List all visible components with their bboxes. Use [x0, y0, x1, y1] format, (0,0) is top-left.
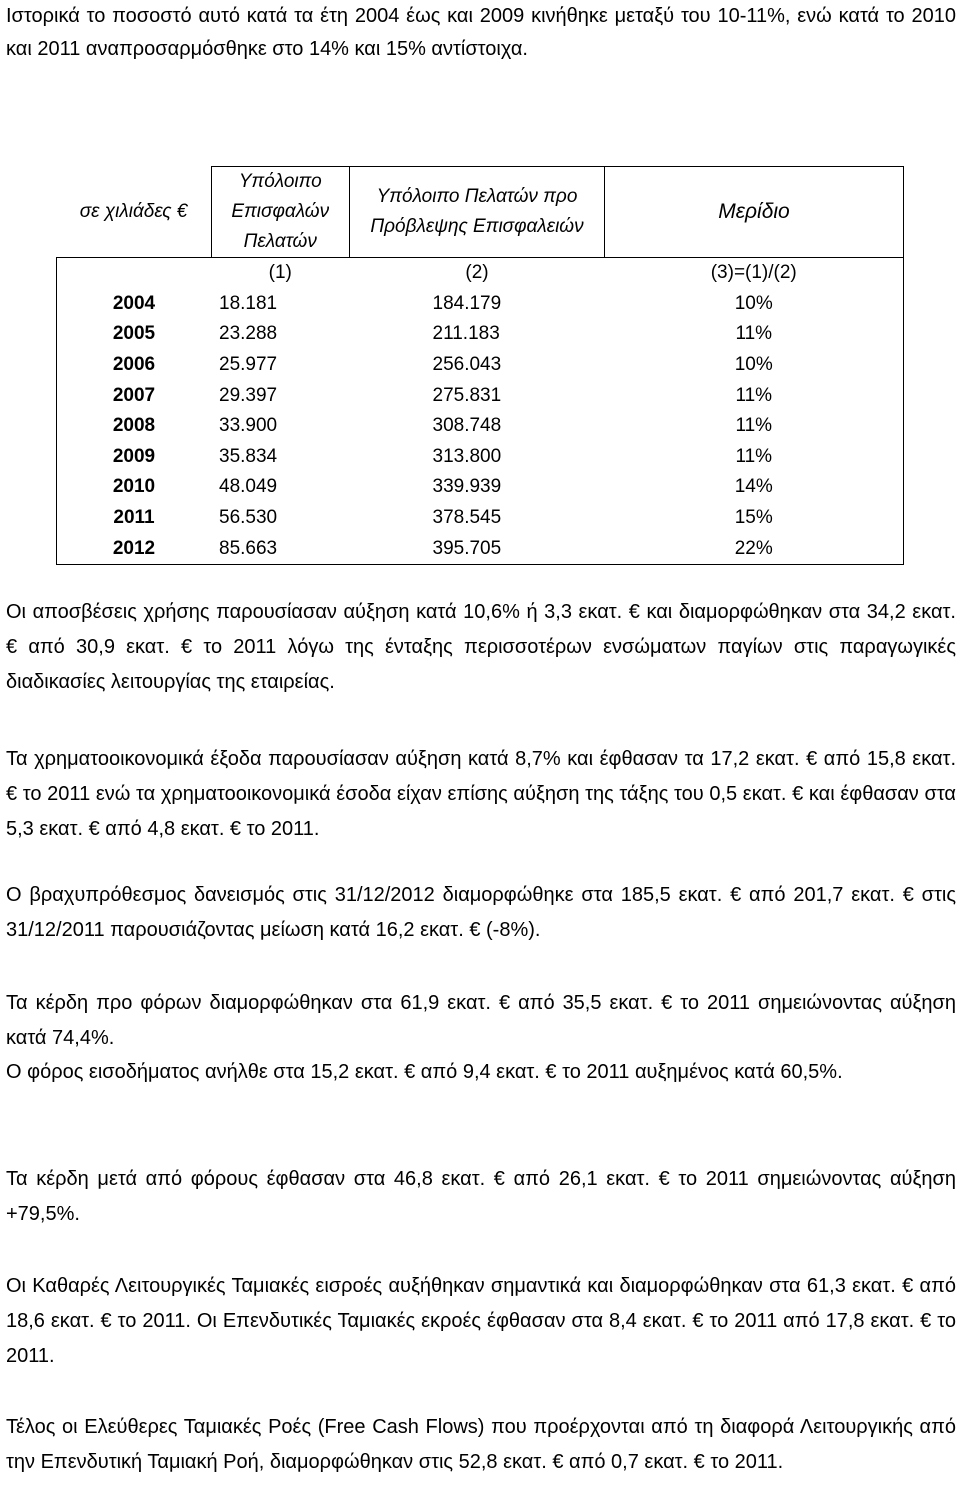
col3-header: Μερίδιο	[605, 167, 904, 258]
year-cell: 2011	[57, 503, 212, 534]
share-cell: 14%	[605, 472, 904, 503]
table-row	[57, 503, 904, 534]
col2-header: Υπόλοιπο Πελατών προ Πρόβλεψης Επισφαλειών	[350, 167, 605, 258]
year-cell: 2010	[57, 472, 212, 503]
bad-cell: 33.900	[219, 415, 278, 437]
bad-cell: 85.663	[211, 533, 350, 564]
pretax-profit-paragraph: Τα κέρδη προ φόρων διαμορφώθηκαν στα 61,9 εκατ. € από 35,5 εκατ. € το 2011 σημειώνοντας αύξηση κατά 74,4%.	[6, 992, 956, 1049]
table-row	[57, 289, 904, 320]
table-row	[57, 411, 904, 442]
year-cell: 2004	[57, 289, 212, 320]
share-cell: 22%	[605, 533, 904, 564]
total-cell: 395.705	[350, 533, 605, 564]
share-cell: 11%	[605, 380, 904, 411]
share-cell: 10%	[605, 350, 904, 381]
total-cell: 339.939	[432, 476, 502, 498]
free-cash-flows-paragraph: Τέλος οι Ελεύθερες Ταμιακές Ροές (Free Cash Flows) που προέρχονται από τη διαφορά Λειτουργικής από την Επενδυτική Ταμιακή Ροή, διαμορφώθηκαν στις 52,8 εκατ. € από 0,7 εκατ. € το 2011.	[6, 1416, 956, 1473]
bad-cell: 56.530	[219, 507, 278, 529]
bad-cell: 18.181	[219, 292, 278, 314]
total-cell: 211.183	[432, 323, 500, 345]
bad-cell: 29.397	[219, 384, 278, 406]
total-cell: 275.831	[432, 384, 502, 406]
table-row	[57, 380, 904, 411]
table-row	[57, 350, 904, 381]
intro-paragraph: Ιστορικά το ποσοστό αυτό κατά τα έτη 2004 έως και 2009 κινήθηκε μεταξύ του 10-11%, ενώ κατά το 2010 και 2011 αναπροσαρμόσθηκε στο 14% και 15% αντίστοιχα.	[6, 5, 956, 60]
bad-cell: 25.977	[219, 354, 278, 376]
year-cell: 2006	[57, 350, 212, 381]
share-cell: 11%	[605, 411, 904, 442]
table-row	[57, 442, 904, 473]
net-profit-paragraph: Τα κέρδη μετά από φόρους έφθασαν στα 46,8 εκατ. € από 26,1 εκατ. € το 2011 σημειώνοντας αύξηση +79,5%.	[6, 1168, 956, 1225]
share-cell: 15%	[605, 503, 904, 534]
cash-flows-paragraph: Οι Καθαρές Λειτουργικές Ταμιακές εισροές αυξήθηκαν σημαντικά και διαμορφώθηκαν στα 61,3 εκατ. € από 18,6 εκατ. € το 2011. Οι Επενδυτικές Ταμιακές εκροές έφθασαν στα 8,4 εκατ. € το 2011 από 17,8 εκατ. € το 2011.	[6, 1275, 956, 1367]
col1-header: Υπόλοιπο Επισφαλών Πελατών	[211, 167, 350, 258]
share-cell: 11%	[605, 442, 904, 473]
total-cell: 313.800	[432, 445, 502, 467]
receivables-table	[56, 166, 904, 565]
total-cell: 378.545	[432, 507, 502, 529]
total-cell: 256.043	[432, 354, 502, 376]
bad-cell: 48.049	[219, 476, 278, 498]
bad-cell: 35.834	[219, 445, 278, 467]
year-cell: 2012	[57, 533, 212, 564]
col3-sub: (3)=(1)/(2)	[605, 258, 904, 289]
bad-cell: 23.288	[219, 323, 278, 345]
year-cell: 2009	[57, 442, 212, 473]
year-cell: 2008	[57, 411, 212, 442]
financial-expenses-paragraph: Τα χρηματοοικονομικά έξοδα παρουσίασαν αύξηση κατά 8,7% και έφθασαν τα 17,2 εκατ. € από 15,8 εκατ. € το 2011 ενώ τα χρηματοοικονομικά έσοδα είχαν επίσης αύξηση της τάξης του 0,5 εκατ. € και έφθασαν στα 5,3 εκατ. € από 4,8 εκατ. € το 2011.	[6, 748, 956, 840]
share-cell: 11%	[605, 319, 904, 350]
total-cell: 308.748	[432, 415, 502, 437]
year-cell: 2005	[57, 319, 212, 350]
depreciation-paragraph: Οι αποσβέσεις χρήσης παρουσίασαν αύξηση κατά 10,6% ή 3,3 εκατ. € και διαμορφώθηκαν στα 34,2 εκατ. € από 30,9 εκατ. € το 2011 λόγω της ένταξης περισσοτέρων ενσώματων παγίων στις παραγωγικές διαδικασίες λειτουργίας της εταιρείας.	[6, 601, 956, 693]
table-row	[57, 472, 904, 503]
unit-label: σε χιλιάδες €	[79, 200, 188, 222]
year-cell: 2007	[57, 380, 212, 411]
short-term-debt-paragraph: Ο βραχυπρόθεσμος δανεισμός στις 31/12/2012 διαμορφώθηκε στα 185,5 εκατ. € από 201,7 εκατ. € στις 31/12/2011 παρουσιάζοντας μείωση κατά 16,2 εκατ. € (-8%).	[6, 884, 956, 941]
table-row	[57, 319, 904, 350]
income-tax-paragraph: Ο φόρος εισοδήματος ανήλθε στα 15,2 εκατ. € από 9,4 εκατ. € το 2011 αυξημένος κατά 60,5%.	[6, 1061, 843, 1083]
total-cell: 184.179	[432, 292, 502, 314]
table-row	[57, 533, 904, 564]
col1-sub: (1)	[211, 258, 350, 289]
share-cell: 10%	[605, 289, 904, 320]
col2-sub: (2)	[350, 258, 605, 289]
